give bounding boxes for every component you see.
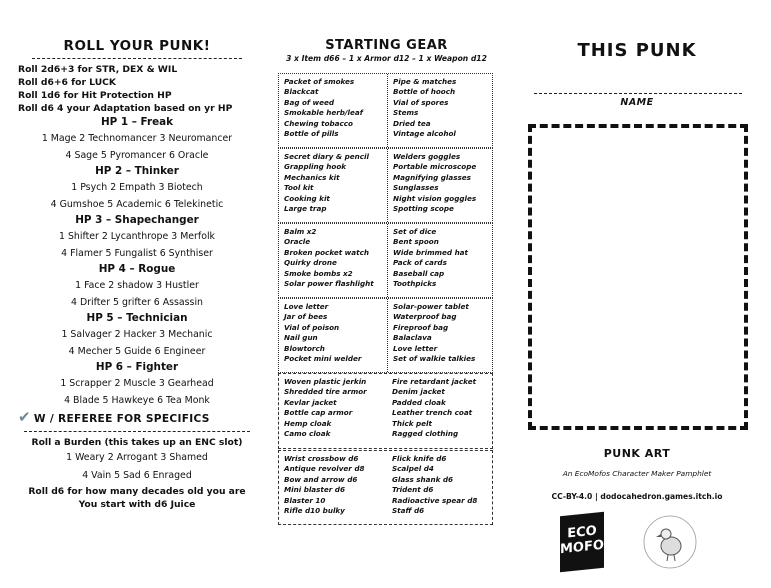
- gear-item: Bottle of pills: [284, 129, 339, 139]
- hp-heading: HP 5 – Technician: [86, 312, 188, 324]
- gear-item: Pipe & matches: [393, 77, 457, 86]
- gear-item: Vial of poison: [284, 322, 340, 332]
- roll-line: Roll 1d6 for Hit Protection HP: [18, 90, 172, 101]
- name-label: NAME: [620, 97, 654, 108]
- roll-line: Roll d6 4 your Adaptation based on yr HP: [18, 103, 233, 114]
- gear-item: Mini blaster d6: [284, 485, 345, 495]
- gear-item: Trident d6: [392, 485, 434, 495]
- adaptation-options: 4 Mecher 5 Guide 6 Engineer: [68, 346, 206, 357]
- license-line: CC-BY-4.0 | dodocahedron.games.itch.io: [551, 492, 723, 501]
- gear-item: Large trap: [284, 204, 327, 214]
- gear-item: Kevlar jacket: [284, 397, 337, 407]
- gear-item: Love letter: [393, 343, 438, 353]
- roll-title: ROLL YOUR PUNK!: [63, 38, 211, 54]
- gear-cell: [279, 451, 386, 524]
- gear-item: Balaclava: [393, 333, 432, 343]
- gear-block: [278, 148, 493, 223]
- gear-item: Padded cloak: [392, 397, 446, 407]
- gear-item: Set of walkie talkies: [393, 354, 476, 364]
- this-punk-column: [512, 0, 762, 558]
- adaptation-options: 1 Salvager 2 Hacker 3 Mechanic: [61, 329, 213, 340]
- adaptation-options: 4 Blade 5 Hawkeye 6 Tea Monk: [64, 395, 210, 406]
- gear-item: Bow and arrow d6: [284, 474, 358, 484]
- logo-text: ECO: [567, 523, 597, 542]
- gear-cell: [279, 299, 386, 372]
- gear-item: Vintage alcohol: [393, 129, 456, 139]
- gear-item: Mechanics kit: [284, 172, 340, 182]
- burden-divider: [24, 431, 250, 432]
- gear-cell: [387, 374, 494, 448]
- gear-item: Camo cloak: [284, 429, 331, 439]
- gear-item: Night vision goggles: [393, 193, 477, 203]
- gear-cell: [279, 374, 386, 448]
- hp-heading: HP 6 – Fighter: [95, 361, 179, 373]
- hp-heading: HP 3 – Shapechanger: [75, 214, 199, 226]
- gear-item: Blaster 10: [284, 495, 326, 505]
- gear-title: STARTING GEAR: [325, 38, 448, 53]
- gear-item: Chewing tobacco: [284, 118, 353, 128]
- gear-cell: [279, 149, 386, 222]
- gear-cell: [387, 224, 494, 297]
- gear-item: Ragged clothing: [392, 429, 459, 439]
- roll-instructions: [18, 63, 256, 115]
- gear-item: Fire retardant jacket: [392, 377, 477, 386]
- burden-intro: Roll a Burden (this takes up an ENC slot): [31, 437, 243, 448]
- gear-item: Quirky drone: [284, 258, 337, 268]
- gear-item: Packet of smokes: [284, 77, 355, 86]
- adaptation-options: 1 Mage 2 Technomancer 3 Neuromancer: [41, 133, 233, 144]
- starting-gear-column: [276, 0, 497, 516]
- referee-text: W / REFEREE FOR SPECIFICS: [33, 413, 210, 425]
- gear-item: Staff d6: [392, 506, 425, 516]
- pamphlet-tagline: An EcoMofos Character Maker Pamphlet: [562, 469, 712, 478]
- title-divider: [32, 58, 242, 59]
- gear-item: Rifle d10 bulky: [284, 506, 345, 516]
- gear-item: Thick pelt: [392, 418, 432, 428]
- gear-item: Love letter: [284, 302, 329, 311]
- gear-item: Solar-power tablet: [393, 302, 469, 311]
- gear-item: Wide brimmed hat: [393, 247, 468, 257]
- hp-heading: HP 1 – Freak: [100, 116, 174, 128]
- gear-item: Bottle of hooch: [393, 87, 456, 97]
- gear-block: [278, 73, 493, 148]
- gear-item: Bent spoon: [393, 237, 439, 247]
- adaptation-hp3: [18, 213, 256, 262]
- referee-note: [18, 410, 256, 427]
- gear-item: Glass shank d6: [392, 474, 454, 484]
- gear-item: Smokable herb/leaf: [284, 108, 363, 118]
- gear-block: [278, 373, 493, 449]
- gear-item: Pack of cards: [393, 258, 447, 268]
- gear-item: Portable microscope: [393, 162, 477, 172]
- gear-item: Radioactive spear d8: [392, 495, 478, 505]
- gear-item: Secret diary & pencil: [284, 152, 369, 161]
- gear-block: [278, 298, 493, 373]
- gear-item: Magnifying glasses: [393, 172, 471, 182]
- hp-heading: HP 4 – Rogue: [98, 263, 176, 275]
- adaptation-options: 1 Face 2 shadow 3 Hustler: [75, 280, 199, 291]
- gear-item: Woven plastic jerkin: [284, 377, 367, 386]
- gear-cell: [279, 224, 386, 297]
- adaptation-options: 1 Shifter 2 Lycanthrope 3 Merfolk: [59, 231, 215, 242]
- gear-block: [278, 223, 493, 298]
- gear-item: Baseball cap: [393, 268, 445, 278]
- gear-item: Jar of bees: [284, 312, 328, 322]
- gear-item: Set of dice: [393, 227, 437, 236]
- gear-item: Spotting scope: [393, 204, 454, 214]
- name-line: [534, 93, 742, 94]
- adaptation-options: 4 Drifter 5 grifter 6 Assassin: [71, 297, 203, 308]
- burden-options: 1 Weary 2 Arrogant 3 Shamed: [66, 452, 208, 463]
- roll-line: Roll 2d6+3 for STR, DEX & WIL: [18, 64, 178, 75]
- burden-options: 4 Vain 5 Sad 6 Enraged: [82, 470, 192, 481]
- age-instruction: Roll d6 for how many decades old you are: [28, 486, 246, 497]
- gear-subtitle: 3 x Item d66 – 1 x Armor d12 – 1 x Weapon d12: [286, 54, 487, 63]
- gear-item: Broken pocket watch: [284, 247, 369, 257]
- gear-cell: [387, 451, 494, 524]
- ecomofos-logo: [560, 512, 614, 573]
- gear-item: Pocket mini welder: [284, 354, 362, 364]
- gear-item: Wrist crossbow d6: [284, 454, 359, 463]
- adaptation-hp5: [18, 311, 256, 360]
- gear-item: Stems: [393, 108, 419, 118]
- gear-block: [278, 450, 493, 525]
- gear-item: Solar power flashlight: [284, 279, 374, 289]
- dodocahedron-logo: [642, 512, 698, 572]
- gear-item: Sunglasses: [393, 183, 439, 193]
- gear-item: Tool kit: [284, 183, 314, 193]
- roll-your-punk-column: [18, 0, 256, 511]
- adaptation-options: 1 Psych 2 Empath 3 Biotech: [71, 182, 203, 193]
- gear-cell: [387, 299, 494, 372]
- gear-item: Blowtorch: [284, 343, 325, 353]
- gear-cell: [279, 74, 386, 147]
- adaptation-hp6: [18, 360, 256, 409]
- adaptation-options: 4 Flamer 5 Fungalist 6 Synthiser: [61, 248, 213, 259]
- portrait-box: [528, 124, 748, 430]
- adaptation-hp4: [18, 262, 256, 311]
- adaptation-options: 1 Scrapper 2 Muscle 3 Gearhead: [60, 378, 214, 389]
- gear-item: Leather trench coat: [392, 408, 473, 418]
- adaptation-hp1: [18, 115, 256, 164]
- gear-cell: [387, 149, 494, 222]
- gear-item: Balm x2: [284, 227, 317, 236]
- gear-item: Welders goggles: [393, 152, 461, 161]
- gear-item: Toothpicks: [393, 279, 437, 289]
- gear-item: Blackcat: [284, 87, 319, 97]
- logo-text: MOFOS: [560, 536, 614, 558]
- gear-item: Bottle cap armor: [284, 408, 353, 418]
- gear-item: Grappling hook: [284, 162, 347, 172]
- gear-item: Bag of weed: [284, 97, 335, 107]
- gear-item: Waterproof bag: [393, 312, 457, 322]
- gear-item: Oracle: [284, 237, 311, 247]
- gear-item: Vial of spores: [393, 97, 449, 107]
- adaptation-hp2: [18, 164, 256, 213]
- checkmark-icon: ✔: [18, 408, 31, 426]
- gear-cell: [387, 74, 494, 147]
- adaptation-options: 4 Sage 5 Pyromancer 6 Oracle: [65, 150, 209, 161]
- gear-item: Hemp cloak: [284, 418, 332, 428]
- gear-item: Dried tea: [393, 118, 431, 128]
- juice-instruction: You start with d6 Juice: [78, 499, 196, 510]
- gear-item: Scalpel d4: [392, 464, 434, 474]
- gear-item: Shredded tire armor: [284, 387, 367, 397]
- roll-line: Roll d6+6 for LUCK: [18, 77, 117, 88]
- adaptation-options: 4 Gumshoe 5 Academic 6 Telekinetic: [50, 199, 224, 210]
- hp-heading: HP 2 – Thinker: [95, 165, 179, 177]
- gear-item: Nail gun: [284, 333, 318, 343]
- this-punk-title: THIS PUNK: [577, 40, 697, 61]
- punk-art-title: PUNK ART: [603, 447, 671, 460]
- gear-item: Smoke bombs x2: [284, 268, 353, 278]
- gear-item: Antique revolver d8: [284, 464, 365, 474]
- gear-item: Fireproof bag: [393, 322, 449, 332]
- gear-item: Denim jacket: [392, 387, 445, 397]
- gear-item: Flick knife d6: [392, 454, 447, 463]
- gear-item: Cooking kit: [284, 193, 330, 203]
